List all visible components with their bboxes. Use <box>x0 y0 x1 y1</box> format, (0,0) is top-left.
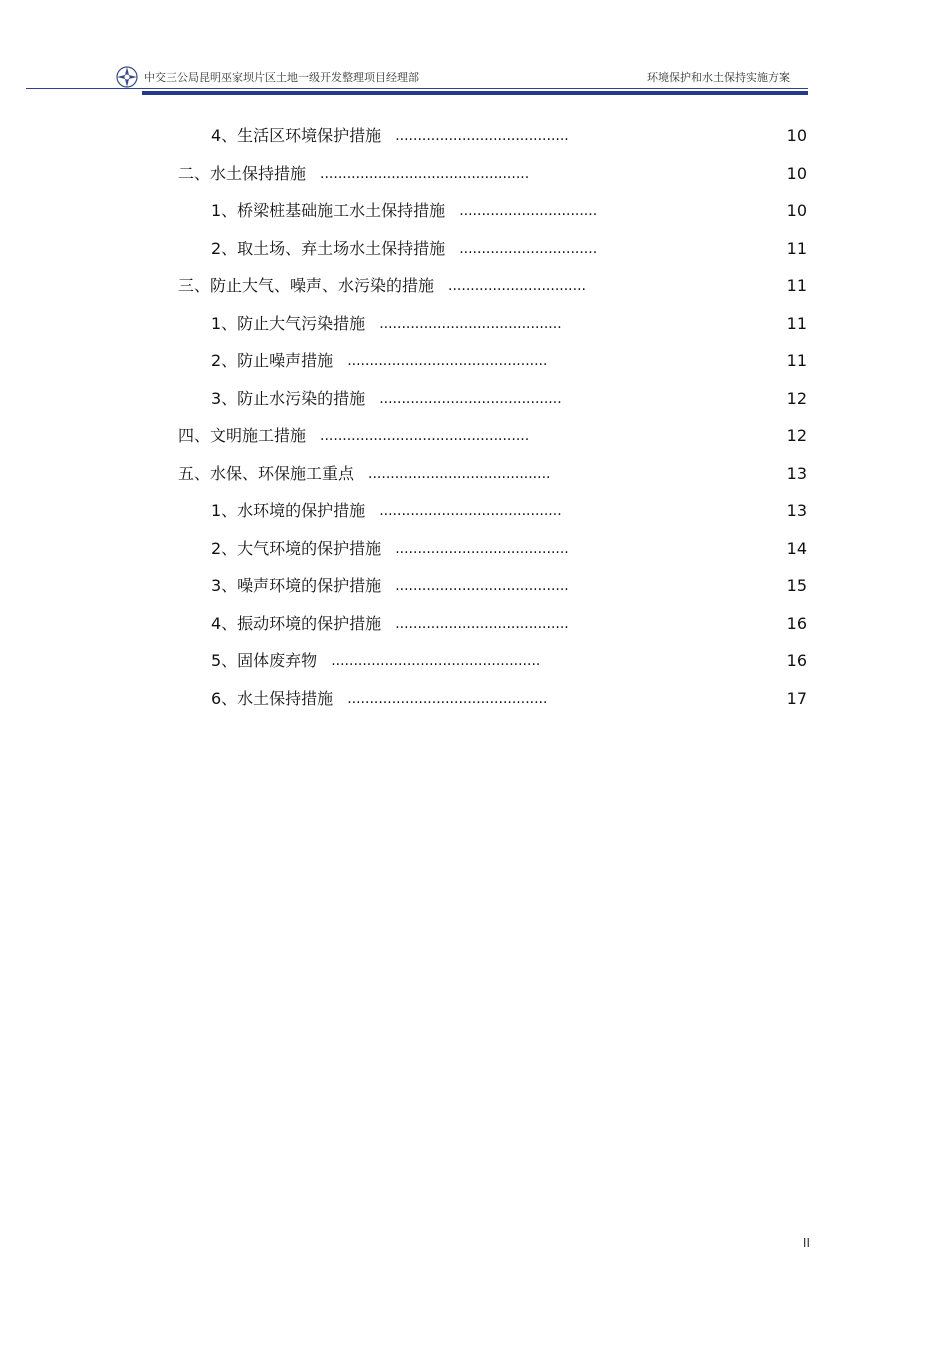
toc-entry-page: 12 <box>786 388 807 408</box>
toc-entry-leader: ............................................. <box>347 353 548 369</box>
toc-entry[interactable] <box>211 574 807 598</box>
toc-entry-label: 3、噪声环境的保护措施 <box>211 576 382 595</box>
toc-entry-page: 11 <box>786 238 807 258</box>
toc-entry[interactable] <box>211 312 807 336</box>
company-logo-icon <box>116 66 138 88</box>
toc-entry-page: 16 <box>786 613 807 633</box>
toc-entry[interactable] <box>211 649 807 673</box>
toc-entry[interactable] <box>211 349 807 373</box>
toc-entry-leader: ............................................... <box>320 165 530 182</box>
header-rule-thin <box>26 88 808 89</box>
toc-entry-leader: ............................................. <box>347 690 548 707</box>
toc-entry-label: 五、水保、环保施工重点 <box>178 463 355 483</box>
toc-entry-leader: ....................................... <box>395 578 569 594</box>
toc-entry-page: 13 <box>786 501 807 520</box>
header-document-title: 环境保护和水土保持实施方案 <box>647 71 790 84</box>
toc-entry-leader: ............................... <box>448 278 586 294</box>
toc-entry-label: 二、水土保持措施 <box>178 163 307 183</box>
toc-entry-page: 10 <box>786 126 807 145</box>
toc-entry-leader: ......................................... <box>379 315 562 332</box>
toc-entry-leader: ......................................... <box>379 503 562 519</box>
toc-entry[interactable] <box>211 612 807 636</box>
toc-entry-leader: ....................................... <box>395 128 569 144</box>
toc-entry-leader: ......................................... <box>379 390 562 407</box>
toc-entry[interactable] <box>211 387 807 411</box>
toc-entry-label: 4、振动环境的保护措施 <box>211 613 382 633</box>
toc-entry-page: 11 <box>786 276 807 295</box>
footer-page-number: II <box>802 1236 810 1250</box>
toc-entry[interactable] <box>178 274 807 298</box>
toc-entry-label: 6、水土保持措施 <box>211 688 334 708</box>
toc-entry-page: 10 <box>786 201 807 220</box>
toc-entry-page: 11 <box>786 351 807 370</box>
toc-entry-label: 2、防止噪声措施 <box>211 351 334 370</box>
toc-entry-page: 13 <box>786 463 807 483</box>
toc-entry-page: 16 <box>786 651 807 670</box>
toc-entry-leader: ......................................... <box>368 465 551 482</box>
toc-entry-page: 11 <box>786 313 807 333</box>
toc-entry[interactable] <box>211 124 807 148</box>
toc-entry-leader: ............................... <box>459 203 598 219</box>
toc-entry-page: 14 <box>786 538 807 558</box>
toc-entry[interactable] <box>178 424 807 448</box>
toc-entry-label: 四、文明施工措施 <box>178 426 307 445</box>
toc-entry[interactable] <box>211 237 807 261</box>
toc-entry-page: 12 <box>786 426 807 445</box>
toc-entry-label: 4、生活区环境保护措施 <box>211 126 382 145</box>
toc-entry-page: 15 <box>786 576 807 595</box>
header-organization: 中交三公局昆明巫家坝片区土地一级开发整理项目经理部 <box>144 71 419 84</box>
toc-entry-label: 2、大气环境的保护措施 <box>211 538 382 558</box>
toc-entry-leader: ....................................... <box>395 540 569 557</box>
toc-entry[interactable] <box>211 199 807 223</box>
toc-entry[interactable] <box>211 687 807 711</box>
toc-entry-leader: ............................................... <box>320 428 530 444</box>
toc-entry-label: 三、防止大气、噪声、水污染的措施 <box>178 276 435 295</box>
toc-entry-page: 10 <box>786 163 807 183</box>
toc-entry-label: 1、防止大气污染措施 <box>211 313 366 333</box>
toc-entry-leader: ....................................... <box>395 615 569 632</box>
toc-entry[interactable] <box>178 462 807 486</box>
toc-entry[interactable] <box>178 162 807 186</box>
toc-entry-label: 5、固体废弃物 <box>211 651 318 670</box>
toc-entry-leader: ............................... <box>459 240 598 257</box>
toc-entry-label: 3、防止水污染的措施 <box>211 388 366 408</box>
toc-entry[interactable] <box>211 537 807 561</box>
toc-entry-label: 1、桥梁桩基础施工水土保持措施 <box>211 201 446 220</box>
header-rule-thick <box>142 91 808 95</box>
toc-entry-label: 2、取土场、弃土场水土保持措施 <box>211 238 446 258</box>
toc-entry-label: 1、水环境的保护措施 <box>211 501 366 520</box>
toc-entry-leader: ............................................... <box>331 653 541 669</box>
toc-entry[interactable] <box>211 499 807 523</box>
toc-entry-page: 17 <box>786 688 807 708</box>
